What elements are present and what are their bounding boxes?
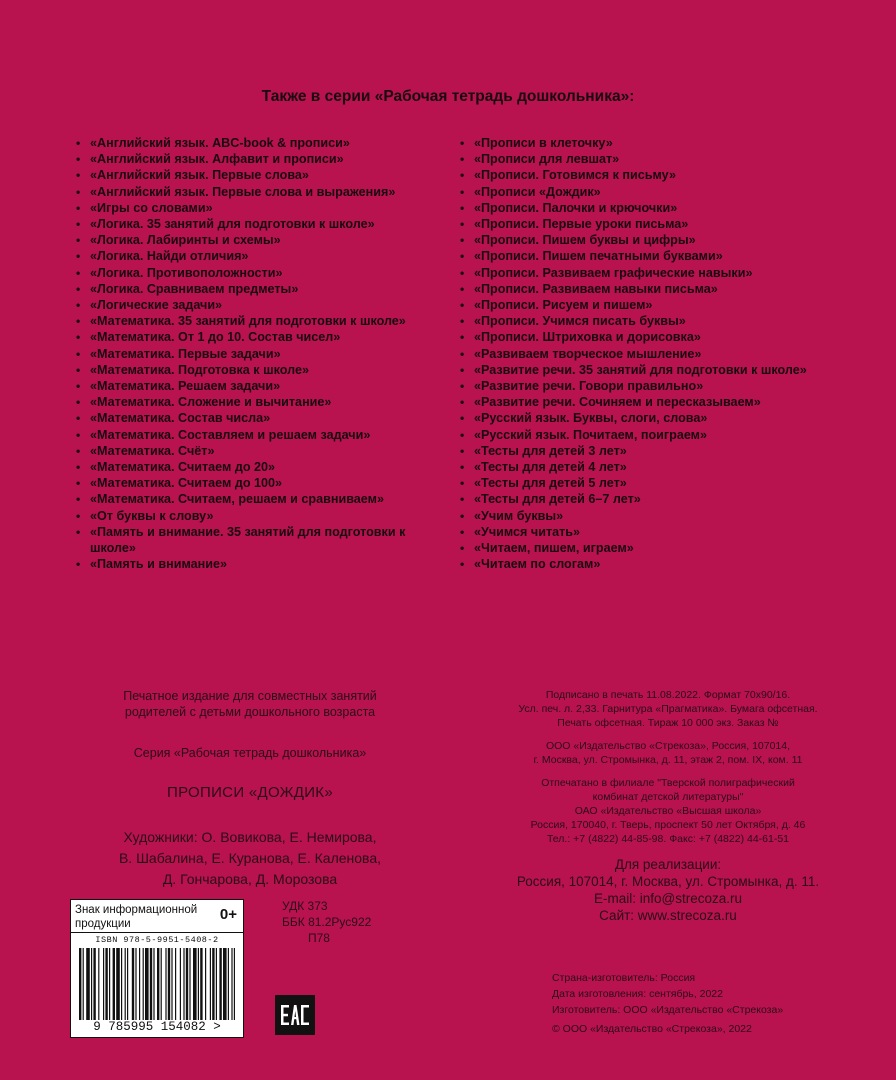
- book-list-left-item: [74, 135, 454, 151]
- book-title: ПРОПИСИ «ДОЖДИК»: [167, 784, 333, 801]
- age-rating: 0+: [219, 906, 237, 923]
- book-title-item: «Читаем, пишем, играем»: [474, 541, 634, 556]
- bullet: •: [76, 379, 81, 394]
- book-list-right-item: [458, 265, 858, 281]
- book-title-item: «Прописи для левшат»: [474, 152, 620, 167]
- book-title-item: «Тесты для детей 5 лет»: [474, 476, 627, 491]
- bullet: •: [76, 184, 81, 199]
- book-title-item: «Прописи. Готовимся к письму»: [474, 168, 676, 183]
- bullet: •: [76, 427, 81, 442]
- book-title-item: «Математика. Считаем, решаем и сравниваем»: [90, 492, 384, 507]
- bullet: •: [460, 492, 465, 507]
- edition-line: родителей с детьми дошкольного возраста: [124, 705, 376, 719]
- book-list-left-item: [74, 491, 454, 507]
- print-line: Подписано в печать 11.08.2022. Формат 70х90/16.: [545, 689, 791, 701]
- bullet: •: [76, 460, 81, 475]
- bullet: •: [76, 200, 81, 215]
- series-heading: Также в серии «Рабочая тетрадь дошкольника»:: [261, 88, 635, 105]
- book-title-item: «Прописи. Пишем печатными буквами»: [474, 249, 723, 264]
- book-list-left-item: [74, 362, 454, 378]
- book-list-left-item: [74, 410, 454, 426]
- book-list-right-item: [458, 151, 858, 167]
- bullet: •: [460, 265, 465, 280]
- barcode-bar: [135, 948, 136, 1020]
- barcode-digits: 9 785995 154082 >: [93, 1020, 221, 1034]
- barcode-bar: [113, 948, 115, 1020]
- printed-line: комбинат детской литературы": [592, 791, 744, 803]
- bullet: •: [460, 233, 465, 248]
- bullet: •: [460, 379, 465, 394]
- bullet: •: [76, 362, 81, 377]
- book-list-right-item: [458, 200, 858, 216]
- product-info-label: [70, 899, 244, 1038]
- book-list-right-item: [458, 491, 858, 507]
- book-list-right-item: [458, 540, 858, 556]
- book-list-right-item: [458, 281, 858, 297]
- book-title-item: «Прописи. Развиваем графические навыки»: [474, 265, 753, 280]
- bullet: •: [460, 200, 465, 215]
- bullet: •: [460, 314, 465, 329]
- book-title-item: «Математика. От 1 до 10. Состав чисел»: [90, 330, 341, 345]
- barcode-bar: [175, 948, 176, 1020]
- bullet: •: [460, 557, 465, 572]
- book-list-right-item: [458, 443, 858, 459]
- sale-line: Для реализации:: [614, 857, 722, 872]
- barcode-bar: [219, 948, 221, 1020]
- country-line: Страна-изготовитель: Россия: [552, 972, 696, 984]
- book-title-item: «Развитие речи. Сочиняем и пересказываем»: [474, 395, 761, 410]
- book-list-left-item: [74, 232, 454, 248]
- book-list-right-item: [458, 216, 858, 232]
- barcode-bar: [150, 948, 152, 1020]
- book-title-item: «Английский язык. Алфавит и прописи»: [90, 152, 344, 167]
- barcode-bar: [91, 948, 92, 1020]
- bullet: •: [76, 443, 81, 458]
- book-list-left-item: [74, 443, 454, 459]
- bullet: •: [76, 508, 81, 523]
- book-title-item: «Прописи. Штриховка и дорисовка»: [474, 330, 701, 345]
- barcode-bar: [193, 948, 197, 1020]
- bullet: •: [460, 524, 465, 539]
- book-title-item: «Английский язык. ABC-book & прописи»: [90, 136, 350, 150]
- artists-line: Художники: О. Вовикова, Е. Немирова,: [123, 829, 377, 845]
- book-title-item: «Математика. Считаем до 100»: [90, 476, 283, 491]
- artists: [60, 827, 440, 890]
- printed-line: Отпечатано в филиале "Тверской полиграфический: [541, 777, 795, 789]
- book-list-right-item: [458, 167, 858, 183]
- bbk-code: ББК 81.2Рус922: [282, 915, 372, 929]
- barcode-bar: [210, 948, 211, 1020]
- barcode-bar: [98, 948, 99, 1020]
- bullet: •: [460, 362, 465, 377]
- label-text: Знак информационной продукции: [75, 904, 198, 930]
- bullet: •: [76, 168, 81, 183]
- book-title-item: «Логика. Лабиринты и схемы»: [90, 233, 281, 248]
- barcode-bar: [157, 948, 159, 1020]
- bullet: •: [460, 427, 465, 442]
- bullet: •: [76, 330, 81, 345]
- barcode-bar: [105, 948, 107, 1020]
- book-title-item: «Логика. Сравниваем предметы»: [90, 281, 299, 296]
- print-line: Печать офсетная. Тираж 10 000 экз. Заказ №: [557, 717, 779, 729]
- barcode-bar: [200, 948, 202, 1020]
- author-code: П78: [308, 931, 330, 945]
- book-title-item: «Математика. Сложение и вычитание»: [90, 395, 332, 410]
- bullet: •: [460, 152, 465, 167]
- barcode-bar: [231, 948, 232, 1020]
- bullet: •: [76, 557, 81, 572]
- manufacturer-line: Изготовитель: ООО «Издательство «Стрекоза»: [552, 1004, 784, 1016]
- series-name: Серия «Рабочая тетрадь дошкольника»: [133, 746, 367, 760]
- bullet: •: [76, 265, 81, 280]
- barcode-bar: [83, 948, 84, 1020]
- sale-contacts: [468, 856, 868, 924]
- publisher-line: ООО «Издательство «Стрекоза», Россия, 107014,: [545, 740, 791, 752]
- book-list-right-item: [458, 232, 858, 248]
- barcode-bar: [212, 948, 214, 1020]
- barcode-bar: [216, 948, 217, 1020]
- book-title-item: «Прописи в клеточку»: [474, 136, 613, 150]
- bullet: •: [460, 168, 465, 183]
- bullet: •: [76, 217, 81, 232]
- barcode-bar: [132, 948, 134, 1020]
- book-list-left-item: [74, 184, 454, 200]
- book-title-item: «Игры со словами»: [90, 200, 213, 215]
- book-list-left-item: [74, 216, 454, 232]
- book-title-item: «Читаем по слогам»: [474, 557, 601, 572]
- book-title-item: «Учимся читать»: [474, 524, 581, 539]
- book-title-item: «Развиваем творческое мышление»: [474, 346, 702, 361]
- bullet: •: [460, 136, 465, 150]
- bullet: •: [76, 492, 81, 507]
- barcode-bar: [79, 948, 81, 1020]
- book-title-item: «Английский язык. Первые слова и выражения»: [90, 184, 396, 199]
- isbn: ISBN 978-5-9951-5408-2: [95, 935, 219, 945]
- bullet: •: [460, 298, 465, 313]
- udk-code: УДК 373: [282, 899, 328, 913]
- barcode-bar: [121, 948, 122, 1020]
- bullet: •: [460, 395, 465, 410]
- book-list-right-item: [458, 394, 858, 410]
- barcode-bar: [125, 948, 126, 1020]
- book-title-item: «Математика. Состав числа»: [90, 411, 271, 426]
- barcode-bar: [234, 948, 235, 1020]
- book-title-item: «Логические задачи»: [90, 298, 223, 313]
- book-list-right-item: [458, 410, 858, 426]
- book-title-item: «Прописи «Дождик»: [474, 184, 601, 199]
- book-list-right-item: [458, 524, 858, 540]
- printed-line: ОАО «Издательство «Высшая школа»: [574, 805, 762, 817]
- bullet: •: [76, 281, 81, 296]
- copyright: © ООО «Издательство «Стрекоза», 2022: [552, 1023, 752, 1035]
- barcode-bar: [109, 948, 110, 1020]
- email: E-mail: info@strecoza.ru: [594, 891, 742, 906]
- bullet: •: [460, 249, 465, 264]
- book-list-right-item: [458, 362, 858, 378]
- barcode-bar: [183, 948, 184, 1020]
- barcode-bar: [205, 948, 206, 1020]
- book-list-left-item: [74, 524, 454, 556]
- bullet: •: [76, 298, 81, 313]
- print-details: [468, 688, 868, 730]
- printed-line: Россия, 170040, г. Тверь, проспект 50 лет Октября, д. 46: [530, 819, 806, 831]
- book-list-left-item: [74, 346, 454, 362]
- book-title-item: «Прописи. Развиваем навыки письма»: [474, 281, 718, 296]
- book-title-item: «Математика. Решаем задачи»: [90, 379, 281, 394]
- barcode-bar: [86, 948, 90, 1020]
- book-list-left-item: [74, 427, 454, 443]
- bullet: •: [76, 314, 81, 329]
- bullet: •: [460, 217, 465, 232]
- classification-codes: [282, 898, 371, 946]
- book-list-left-item: [74, 200, 454, 216]
- printed-line: Тел.: +7 (4822) 44-85-98. Факс: +7 (4822) 44-61-51: [546, 833, 790, 845]
- book-title-item: «От буквы к слову»: [90, 508, 214, 523]
- bullet: •: [76, 233, 81, 248]
- book-list-left-item: [74, 329, 454, 345]
- book-list-left-item: [74, 459, 454, 475]
- print-line: Усл. печ. л. 2,33. Гарнитура «Прагматика». Бумага офсетная.: [518, 703, 818, 715]
- edition-description: [60, 688, 440, 720]
- book-list-right-item: [458, 297, 858, 313]
- barcode-bar: [103, 948, 104, 1020]
- barcode-bar: [165, 948, 166, 1020]
- book-title-item: «Развитие речи. Говори правильно»: [474, 379, 704, 394]
- book-title-item: «Прописи. Учимся писать буквы»: [474, 314, 686, 329]
- bullet: •: [76, 395, 81, 410]
- sale-line: Россия, 107014, г. Москва, ул. Стромынка, д. 11.: [516, 874, 820, 889]
- barcode-bar: [161, 948, 162, 1020]
- book-list-right-item: [458, 378, 858, 394]
- barcode-bar: [127, 948, 128, 1020]
- bullet: •: [76, 346, 81, 361]
- book-title-item: «Математика. Счёт»: [90, 443, 215, 458]
- barcode-bar: [189, 948, 190, 1020]
- book-title-item: «Русский язык. Буквы, слоги, слова»: [474, 411, 708, 426]
- barcode-bar: [145, 948, 149, 1020]
- book-list-right-item: [458, 313, 858, 329]
- barcode-bar: [171, 948, 172, 1020]
- bullet: •: [76, 411, 81, 426]
- book-list-right-item: [458, 184, 858, 200]
- book-list-left: [74, 135, 454, 572]
- barcode: [79, 948, 235, 1020]
- label-header: [71, 900, 243, 933]
- barcode-bar: [153, 948, 154, 1020]
- book-title-item: «Логика. Противоположности»: [90, 265, 283, 280]
- printing-house: [468, 776, 868, 846]
- bullet: •: [76, 136, 81, 150]
- bullet: •: [76, 524, 81, 539]
- book-list-right-item: [458, 508, 858, 524]
- bullet: •: [460, 476, 465, 491]
- publisher-address: [468, 739, 868, 767]
- book-title-item: «Математика. Составляем и решаем задачи»: [90, 427, 371, 442]
- book-title-item: «Прописи. Первые уроки письма»: [474, 217, 689, 232]
- book-title-item: «Математика. Подготовка к школе»: [90, 362, 309, 377]
- book-list-right-item: [458, 459, 858, 475]
- barcode-bar: [139, 948, 140, 1020]
- book-title-item: «Английский язык. Первые слова»: [90, 168, 309, 183]
- book-list-left-item: [74, 248, 454, 264]
- book-title-item: «Русский язык. Почитаем, поиграем»: [474, 427, 708, 442]
- barcode-bar: [93, 948, 95, 1020]
- book-title-item: «Прописи. Пишем буквы и цифры»: [474, 233, 696, 248]
- book-list-left-item: [74, 167, 454, 183]
- bullet: •: [460, 541, 465, 556]
- artists-line: В. Шабалина, Е. Куранова, Е. Каленова,: [118, 850, 382, 866]
- barcode-bar: [116, 948, 120, 1020]
- book-title-item: «Тесты для детей 3 лет»: [474, 443, 627, 458]
- publisher-line: г. Москва, ул. Стромынка, д. 11, этаж 2, пом. IX, ком. 11: [533, 754, 803, 766]
- bullet: •: [76, 249, 81, 264]
- artists-line: Д. Гончарова, Д. Морозова: [162, 871, 338, 887]
- barcode-bar: [198, 948, 199, 1020]
- barcode-bar: [143, 948, 144, 1020]
- book-list-left-item: [74, 556, 454, 572]
- book-list-right-item: [458, 427, 858, 443]
- barcode-bar: [228, 948, 229, 1020]
- website: Сайт: www.strecoza.ru: [599, 908, 737, 923]
- book-list-left-item: [74, 281, 454, 297]
- bullet: •: [460, 330, 465, 345]
- book-list-left-item: [74, 378, 454, 394]
- book-title-item: «Логика. Найди отличия»: [90, 249, 249, 264]
- book-list-right-item: [458, 329, 858, 345]
- barcode-bar: [186, 948, 188, 1020]
- bullet: •: [460, 443, 465, 458]
- book-list-right: [458, 135, 858, 572]
- bullet: •: [76, 476, 81, 491]
- bullet: •: [460, 346, 465, 361]
- book-list-right-item: [458, 475, 858, 491]
- book-title-item: «Учим буквы»: [474, 508, 564, 523]
- book-title-item: «Тесты для детей 4 лет»: [474, 460, 627, 475]
- book-title-item: «Прописи. Палочки и крючочки»: [474, 200, 678, 215]
- book-list-right-item: [458, 556, 858, 572]
- book-list-right-item: [458, 248, 858, 264]
- book-title-item: «Математика. Первые задачи»: [90, 346, 281, 361]
- bullet: •: [76, 152, 81, 167]
- bullet: •: [460, 508, 465, 523]
- book-list-left-item: [74, 265, 454, 281]
- edition-line: Печатное издание для совместных занятий: [123, 689, 377, 703]
- eac-mark-icon: [275, 995, 315, 1035]
- book-title-item: «Память и внимание. 35 занятий для подготовки к школе»: [90, 524, 406, 556]
- barcode-bar: [180, 948, 181, 1020]
- book-title-item: «Математика. Считаем до 20»: [90, 460, 276, 475]
- barcode-bar: [168, 948, 170, 1020]
- book-list-left-item: [74, 297, 454, 313]
- book-title-item: «Тесты для детей 6–7 лет»: [474, 492, 641, 507]
- book-title-item: «Память и внимание»: [90, 557, 227, 572]
- book-title-item: «Развитие речи. 35 занятий для подготовки к школе»: [474, 362, 807, 377]
- book-list-left-item: [74, 313, 454, 329]
- manufacturing-info: [552, 970, 872, 1018]
- book-title-item: «Математика. 35 занятий для подготовки к школе»: [90, 314, 406, 329]
- date-line: Дата изготовления: сентябрь, 2022: [552, 988, 723, 1000]
- barcode-bar: [223, 948, 227, 1020]
- book-title-item: «Прописи. Рисуем и пишем»: [474, 298, 653, 313]
- book-list-left-item: [74, 508, 454, 524]
- book-list-right-item: [458, 135, 858, 151]
- bullet: •: [460, 281, 465, 296]
- book-list-right-item: [458, 346, 858, 362]
- book-title-item: «Логика. 35 занятий для подготовки к школе»: [90, 217, 375, 232]
- book-list-left-item: [74, 475, 454, 491]
- book-list-left-item: [74, 394, 454, 410]
- bullet: •: [460, 460, 465, 475]
- bullet: •: [460, 184, 465, 199]
- book-list-left-item: [74, 151, 454, 167]
- bullet: •: [460, 411, 465, 426]
